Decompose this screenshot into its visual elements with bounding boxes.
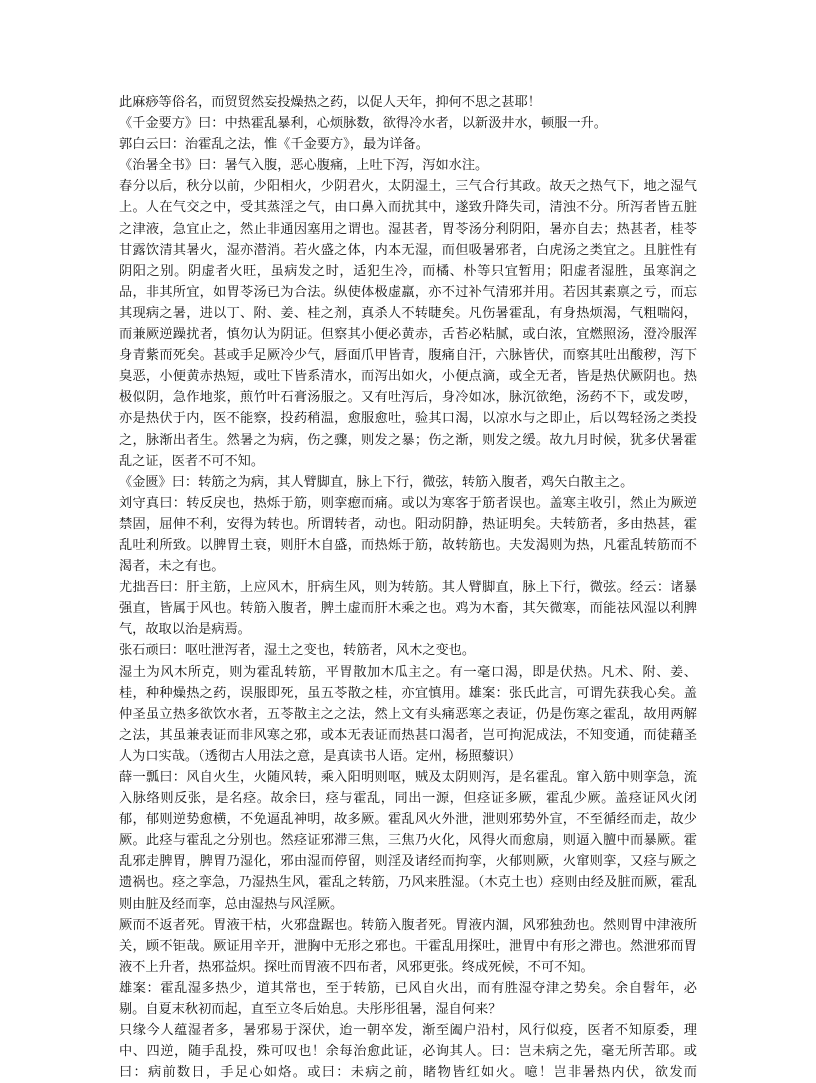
document-page	[119, 92, 697, 1083]
paragraph-qianjin-yaofang: 《千金要方》曰：中热霍乱暴利，心烦脉数，欲得冷水者，以新汲井水，顿服一升。	[119, 116, 607, 132]
paragraph-guo-baiyun: 郭白云曰：治霍乱之法，惟《千金要方》，最为详备。	[119, 137, 429, 153]
paragraph-jue-bufan: 厥而不返者死。胃液干枯，火邪盘踞也。转筋入腹者死。胃液内涸，风邪独劲也。然则胃中津液所关，顾不钜哉。厥证用辛开，泄胸中无形之邪也。干霍乱用探吐，泄胃中有形之滞也。然泄邪而胃液不上升者，热邪益炽。探吐而胃液不四布者，风邪更张。终成死候，不可不知。	[119, 917, 697, 975]
paragraph-shitu-fengmu: 湿土为风木所克，则为霍乱转筋，平胃散加木瓜主之。有一毫口渴，即是伏热。凡术、附、姜、桂，种种燥热之药，误服即死，虽五苓散之桂，亦宜慎用。雄案：张氏此言，可谓先获我心矣。盖仲圣虽立热多欲饮水者，五苓散主之之法，然上文有头痛恶寒之表证，仍是伤寒之霍乱，故用两解之法，其虽兼表证而非风寒之邪，或本无表证而热甚口渴者，岂可拘泥成法，不知变通，而徒藉圣人为口实哉。（透彻古人用法之意，是真读书人语。定州，杨照藜识）	[119, 664, 697, 764]
paragraph-chunfen-discussion: 春分以后，秋分以前，少阳相火，少阴君火，太阴湿土，三气合行其政。故天之热气下，地之湿气上。人在气交之中，受其蒸淫之气，由口鼻入而扰其中，遂致升降失司，清浊不分。所泻者皆五脏之津液，急宜止之，然止非通因塞用之谓也。湿甚者，胃苓汤分利阴阳，暑亦自去；热甚者，桂苓甘露饮清其暑火，湿亦潜消。若火盛之体，内本无湿，而但吸暑邪者，白虎汤之类宜之。且脏性有阴阳之别。阴虚者火旺，虽病发之时，适犯生冷，而橘、朴等只宜暂用；阳虚者湿胜，虽寒润之品，非其所宜，如胃苓汤已为合法。纵使体极虚羸，亦不过补气清邪并用。若因其素禀之亏，而忘其现病之暑，进以丁、附、姜、桂之剂，真杀人不转睫矣。凡伤暑霍乱，有身热烦渴，气粗喘闷，而兼厥逆躁扰者，慎勿认为阴证。但察其小便必黄赤，舌苔必粘腻，或白浓，宜燃照汤，澄冷服浑身青紫而死矣。甚或手足厥冷少气，唇面爪甲皆青，腹痛自汗，六脉皆伏，而察其吐出酸秽，泻下臭恶，小便黄赤热短，或吐下皆系清水，而泻出如火，小便点滴，或全无者，皆是热伏厥阴也。热极似阴，急作地浆，煎竹叶石膏汤服之。又有吐泻后，身冷如冰，脉沉欲绝，汤药不下，或发哕，亦是热伏于内，医不能察，投药稍温，愈服愈吐，验其口渴，以凉水与之即止，后以驾轻汤之类投之，脉渐出者生。然暑之为病，伤之骤，则发之暴；伤之渐，则发之缓。故九月时候，犹多伏暑霍乱之证，医者不可不知。	[119, 179, 697, 469]
paragraph-you-zhuowu: 尤拙吾曰：肝主筋，上应风木，肝病生风，则为转筋。其人臂脚直，脉上下行，微弦。经云：诸暴强直，皆属于风也。转筋入腹者，脾土虚而肝木乘之也。鸡为木畜，其矢微寒，而能祛风湿以利脾气，故取以治是病焉。	[119, 580, 697, 638]
paragraph-qiya-intro: 此麻痧等俗名，而贸贸然妄投燥热之药，以促人天年，抑何不思之甚耶！	[119, 95, 541, 110]
paragraph-liu-shouzhen: 刘守真曰：转反戾也，热烁于筋，则挛瘛而痛。或以为寒客于筋者误也。盖寒主收引，然止为厥逆禁固，屈伸不利，安得为转也。所谓转者，动也。阳动阴静，热证明矣。夫转筋者，多由热甚，霍乱吐利所致。以脾胃土衰，则肝木自盛，而热烁于筋，故转筋也。夫发渴则为热，凡霍乱转筋而不渴者，未之有也。	[119, 495, 697, 575]
paragraph-jingui: 《金匮》曰：转筋之为病，其人臂脚直，脉上下行，微弦，转筋入腹者，鸡矢白散主之。	[119, 474, 634, 490]
paragraph-xiong-an: 雄案：霍乱湿多热少，道其常也，至于转筋，已风自火出，而有胜湿夺津之势矣。余自髫年，必剔。自夏末秋初而起，直至立冬后始息。夫彤彤徂暑，湿自何来？	[119, 980, 697, 1018]
paragraph-xue-yipiao: 薛一瓢曰：风自火生，火随风转，乘入阳明则呕，贼及太阴则泻，是名霍乱。窜入筋中则挛急，流入脉络则反张，是名痉。故余曰，痉与霍乱，同出一源，但痉证多厥，霍乱少厥。盖痉证风火闭郁，郁则逆势愈横，不免逼乱神明，故多厥。霍乱风火外泄，泄则邪势外宣，不至循经而走，故少厥。此痉与霍乱之分别也。然痉证邪滞三焦，三焦乃火化，风得火而愈扇，则逼入膻中而暴厥。霍乱邪走脾胃，脾胃乃湿化，邪由湿而停留，则淫及诸经而拘挛，火郁则厥，火窜则挛，又痉与厥之遗祸也。痉之挛急，乃湿热生风，霍乱之转筋，乃风来胜湿。（木克土也）痉则由经及脏而厥，霍乱则由脏及经而挛，总由湿热与风淫厥。	[119, 770, 697, 912]
paragraph-zhishu-quanshu: 《治暑全书》曰：暑气入腹，恶心腹痛，上吐下泻，泻如水注。	[119, 158, 489, 174]
paragraph-zhiyuan-jinren: 只缘今人蕴湿者多，暑邪易于深伏，迨一朝卒发，渐至阖户沿村，风行似疫，医者不知原委，理中、四逆，随手乱投，殊可叹也！余每治愈此证，必询其人。曰：岂未病之先，毫无所苦耶。或曰：病前数日，手足心如烙。或曰：未病之前，睹物皆红如火。噫！岂非暑热内伏，欲发而	[119, 1023, 697, 1081]
paragraph-zhang-shiwan: 张石顽曰：呕吐泄泻者，湿土之变也，转筋者，风木之变也。	[119, 643, 476, 659]
